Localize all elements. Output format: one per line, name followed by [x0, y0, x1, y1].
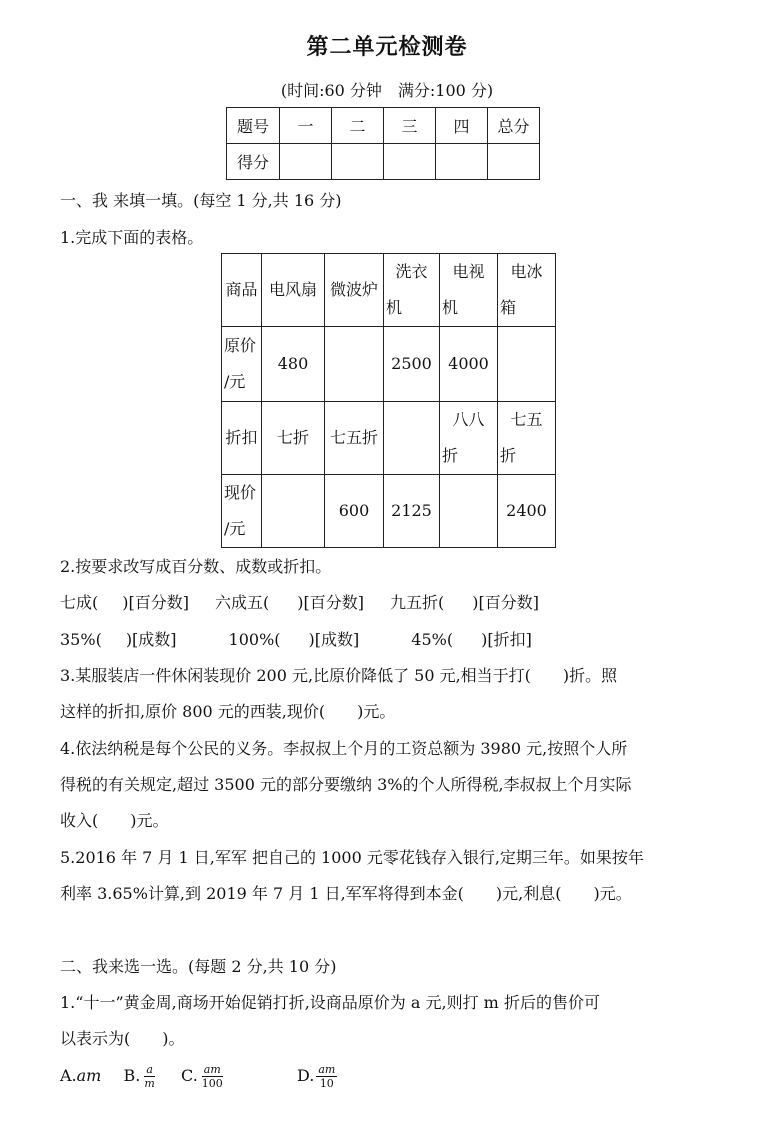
question-4-line-1: 4.依法纳税是每个公民的义务。李叔叔上个月的工资总额为 3980 元,按照个人所 — [60, 739, 628, 758]
answer-cell[interactable] — [498, 327, 556, 402]
goods-header-cell: 电视 机 — [440, 254, 498, 327]
goods-cell: 600 — [325, 475, 384, 548]
q2-item-text: )[成数] — [125, 630, 177, 649]
q2-item-text: )[百分数] — [472, 593, 539, 612]
score-row-label: 得分 — [227, 144, 280, 180]
score-table — [226, 107, 540, 180]
score-header-cell: 二 — [332, 108, 384, 144]
score-table-header — [227, 108, 540, 144]
option-c[interactable]: C. $\frac{am}{100}$ — [181, 1063, 223, 1090]
exam-info: (时间:60 分钟 满分:100 分) — [280, 81, 494, 100]
goods-header-cell: 电冰 箱 — [498, 254, 556, 327]
goods-cell: 七五折 — [325, 402, 384, 475]
goods-table-row — [222, 327, 556, 402]
goods-cell: 2500 — [384, 327, 440, 402]
q2-item-text: 35%( — [60, 630, 102, 649]
goods-table-row — [222, 402, 556, 475]
score-cell[interactable] — [332, 144, 384, 180]
question-5-line-2: 利率 3.65%计算,到 2019 年 7 月 1 日,军军将得到本金( )元,利息( )元。 — [60, 884, 632, 903]
score-cell[interactable] — [384, 144, 436, 180]
goods-header-cell: 洗衣 机 — [384, 254, 440, 327]
answer-cell[interactable] — [262, 475, 325, 548]
goods-table-row — [222, 475, 556, 548]
q2-item-text: )[百分数] — [297, 593, 364, 612]
q2-item-text: 六成五( — [214, 593, 270, 612]
choice-options — [60, 1063, 339, 1090]
question-2: 2.按要求改写成百分数、成数或折扣。 — [60, 557, 332, 576]
question-2-line-2 — [60, 627, 532, 650]
q2-item-text: 七成( — [60, 593, 99, 612]
goods-table-header — [222, 254, 556, 327]
score-header-cell: 总分 — [488, 108, 540, 144]
goods-row-label: 原价 /元 — [222, 327, 262, 402]
goods-row-label: 现价 /元 — [222, 475, 262, 548]
goods-header-cell: 电风扇 — [262, 254, 325, 327]
score-cell[interactable] — [436, 144, 488, 180]
answer-cell[interactable] — [384, 402, 440, 475]
goods-header-cell: 商品 — [222, 254, 262, 327]
q2-item-text: 九五折( — [389, 593, 445, 612]
q2-item-text: )[百分数] — [122, 593, 189, 612]
question-1: 1.完成下面的表格。 — [60, 228, 204, 247]
q2-item-text: )[折扣] — [481, 630, 532, 649]
score-table-row — [227, 144, 540, 180]
option-a[interactable]: A.am — [60, 1066, 102, 1085]
question-4-line-2: 得税的有关规定,超过 3500 元的部分要缴纳 3%的个人所得税,李叔叔上个月实际 — [60, 775, 632, 794]
page-title: 第二单元检测卷 — [306, 35, 468, 60]
score-header-cell: 一 — [280, 108, 332, 144]
goods-table — [221, 253, 556, 548]
question-4-line-3: 收入( )元。 — [60, 811, 169, 830]
goods-cell: 2125 — [384, 475, 440, 548]
goods-header-cell: 微波炉 — [325, 254, 384, 327]
score-header-cell: 三 — [384, 108, 436, 144]
option-b[interactable]: B. $\frac{a}{m}$ — [123, 1063, 155, 1090]
score-cell[interactable] — [488, 144, 540, 180]
answer-cell[interactable] — [325, 327, 384, 402]
score-header-cell: 四 — [436, 108, 488, 144]
goods-cell: 2400 — [498, 475, 556, 548]
goods-cell: 480 — [262, 327, 325, 402]
q2-item-text: 45%( — [411, 630, 454, 649]
option-d[interactable]: D. $\frac{am}{10}$ — [296, 1063, 336, 1090]
goods-row-label: 折扣 — [222, 402, 262, 475]
q2-item-text: )[成数] — [308, 630, 360, 649]
goods-cell: 4000 — [440, 327, 498, 402]
choice-question-1-line-2: 以表示为( )。 — [60, 1029, 185, 1048]
goods-cell: 七折 — [262, 402, 325, 475]
goods-cell: 七五 折 — [498, 402, 556, 475]
question-3-line-1: 3.某服装店一件休闲装现价 200 元,比原价降低了 50 元,相当于打( )折。照 — [60, 666, 618, 685]
question-5-line-1: 5.2016 年 7 月 1 日,军军 把自己的 1000 元零花钱存入银行,定期三年。如果按年 — [60, 848, 644, 867]
section1-heading: 一、我 来填一填。(每空 1 分,共 16 分) — [60, 191, 342, 210]
answer-cell[interactable] — [440, 475, 498, 548]
q2-item-text: 100%( — [228, 630, 281, 649]
score-header-cell: 题号 — [227, 108, 280, 144]
score-cell[interactable] — [280, 144, 332, 180]
question-2-line-1 — [60, 590, 539, 613]
question-3-line-2: 这样的折扣,原价 800 元的西装,现价( )元。 — [60, 702, 396, 721]
choice-question-1-line-1: 1.“十一”黄金周,商场开始促销打折,设商品原价为 a 元,则打 m 折后的售价可 — [60, 993, 600, 1012]
goods-cell: 八八 折 — [440, 402, 498, 475]
section2-heading: 二、我来选一选。(每题 2 分,共 10 分) — [60, 957, 337, 976]
